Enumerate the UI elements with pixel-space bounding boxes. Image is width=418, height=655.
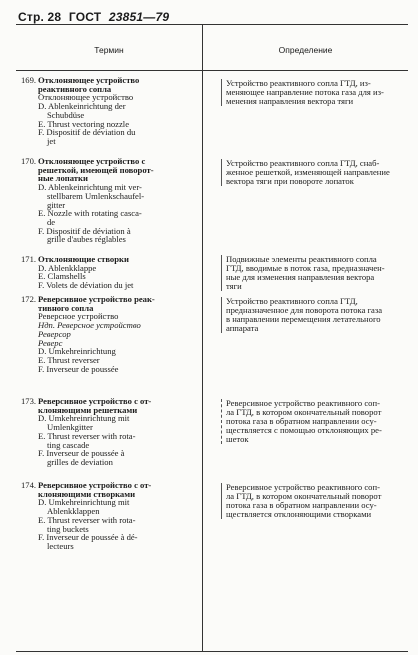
term-line: E. Thrust reverser with rota- xyxy=(38,514,136,525)
column-header-terms: Термин xyxy=(94,45,124,55)
definition-line: ла ГТД, в котором окончательный поворот xyxy=(226,406,382,417)
term-170 xyxy=(21,156,200,245)
term-number: 173. xyxy=(21,396,37,406)
term-line: lecteurs xyxy=(47,540,74,551)
term-number: 169. xyxy=(21,75,37,85)
definition-line: ГТД, вводимые в поток газа, предназначен- xyxy=(226,262,385,273)
definition-173 xyxy=(221,399,409,444)
term-number: 170. xyxy=(21,156,37,166)
term-title-line: клоняющими решетками xyxy=(38,404,138,415)
term-title-line: реактивного сопла xyxy=(38,83,112,94)
column-header-definition: Определение xyxy=(278,45,333,55)
term-title-line: Отклоняющее устройство с xyxy=(38,156,146,166)
definition-171 xyxy=(221,255,409,291)
definition-line: ществляется с помощью отклоняющих ре- xyxy=(226,424,382,435)
term-line: jet xyxy=(47,135,56,146)
term-173 xyxy=(21,396,200,467)
term-line: Реверс xyxy=(38,337,63,348)
definition-174 xyxy=(221,483,409,519)
term-line: Schubdüse xyxy=(47,109,85,120)
term-title-line: клоняющими створками xyxy=(38,488,136,499)
term-line: D. Umkehreinrichtung xyxy=(38,346,116,357)
definition-line: аппарата xyxy=(226,322,259,333)
term-line: F. Volets de déviation du jet xyxy=(38,280,134,291)
page-header xyxy=(18,10,169,24)
term-line: stellbarem Umlenkschaufel- xyxy=(47,190,145,201)
term-title-line: Реверсивное устройство реак- xyxy=(38,294,155,304)
term-title-line: решеткой, имеющей поворот- xyxy=(38,164,154,175)
term-line: F. Inverseur de poussée xyxy=(38,363,119,374)
definition-170 xyxy=(221,159,409,186)
definition-line: Устройство реактивного сопла ГТД, xyxy=(226,296,358,306)
definition-line: меняющее направление потока газа для из- xyxy=(226,86,384,97)
header-divider xyxy=(16,70,408,71)
definition-line: Реверсивное устройство реактивного соп- xyxy=(226,482,380,492)
standard-label: ГОСТ xyxy=(68,10,102,24)
term-line: Ablenkklappen xyxy=(47,506,100,517)
term-line: Umlenkgitter xyxy=(47,422,93,433)
term-number: 174. xyxy=(21,480,37,490)
term-title-line: Реверсивное устройство с от- xyxy=(38,396,152,406)
term-line: D. Umkehreinrichtung mit xyxy=(38,497,130,508)
definition-line: менения направления вектора тяги xyxy=(226,95,354,106)
definition-line: Устройство реактивного сопла ГТД, снаб- xyxy=(226,158,380,168)
term-line: Реверсное устройство xyxy=(38,311,119,322)
term-line: E. Nozzle with rotating casca- xyxy=(38,208,142,219)
term-line: Реверсор xyxy=(38,328,71,339)
definition-line: вектора тяги при повороте лопаток xyxy=(226,175,354,186)
definition-169 xyxy=(221,79,409,106)
definition-line: шеток xyxy=(226,433,249,444)
term-line: D. Umkehreinrichtung mit xyxy=(38,413,130,424)
term-line: ting buckets xyxy=(47,523,89,534)
term-line: Отклоняющее устройство xyxy=(38,92,134,103)
term-title-line: ные лопатки xyxy=(38,173,88,184)
definition-line: ные для изменения направления вектора xyxy=(226,271,375,282)
terms-table xyxy=(16,24,408,652)
term-line: gitter xyxy=(47,199,66,210)
definition-line: потока газа в обратном направлении осу- xyxy=(226,499,377,510)
definition-line: ла ГТД, в котором окончательный поворот xyxy=(226,490,382,501)
term-line: E. Thrust reverser with rota- xyxy=(38,430,136,441)
term-line: E. Thrust vectoring nozzle xyxy=(38,118,130,129)
term-line: grilles de deviation xyxy=(47,456,113,467)
term-172 xyxy=(21,294,200,374)
term-number: 171. xyxy=(21,254,37,264)
term-line: E. Clamshells xyxy=(38,271,86,282)
definition-line: женное решеткой, изменяющей направление xyxy=(226,166,390,177)
page-number: Стр. 28 xyxy=(18,10,62,24)
term-line: F. Dispositif de déviation à xyxy=(38,225,131,236)
definition-line: ществляется отклоняющими створками xyxy=(226,508,372,519)
definition-172 xyxy=(221,297,409,333)
definition-line: в направлении перемещения летательного xyxy=(226,313,381,324)
definition-line: тяги xyxy=(226,280,242,291)
definition-line: Реверсивное устройство реактивного соп- xyxy=(226,398,380,408)
term-line: D. Ablenkklappe xyxy=(38,262,97,273)
term-line: D. Ablenkeinrichtung der xyxy=(38,101,126,112)
term-title-line: Отклоняющее устройство xyxy=(38,75,140,85)
term-174 xyxy=(21,480,200,551)
definition-line: потока газа в обратном направлении осу- xyxy=(226,415,377,426)
definition-line: Подвижные элементы реактивного сопла xyxy=(226,254,377,264)
term-title-line: Реверсивное устройство с от- xyxy=(38,480,152,490)
term-169 xyxy=(21,75,200,146)
term-line: F. Dispositif de déviation du xyxy=(38,127,136,138)
term-title-line: Отклоняющие створки xyxy=(38,254,129,264)
term-line: Ндп. Реверсное устройство xyxy=(38,320,141,331)
term-number: 172. xyxy=(21,294,37,304)
definition-line: предназначенное для поворота потока газа xyxy=(226,304,383,315)
term-line: de xyxy=(47,216,56,227)
term-line: E. Thrust reverser xyxy=(38,354,100,365)
term-line: ting cascade xyxy=(47,439,90,450)
term-171 xyxy=(21,254,200,291)
standard-number: 23851—79 xyxy=(108,10,170,24)
term-line: F. Inverseur de poussée à xyxy=(38,448,125,459)
term-line: D. Ablenkeinrichtung mit ver- xyxy=(38,182,142,193)
term-line: grille d'aubes réglables xyxy=(47,234,126,245)
term-line: F. Inverseur de poussée à dé- xyxy=(38,532,138,543)
column-divider xyxy=(202,25,203,651)
definition-line: Устройство реактивного сопла ГТД, из- xyxy=(226,78,371,88)
term-title-line: тивного сопла xyxy=(38,302,94,313)
